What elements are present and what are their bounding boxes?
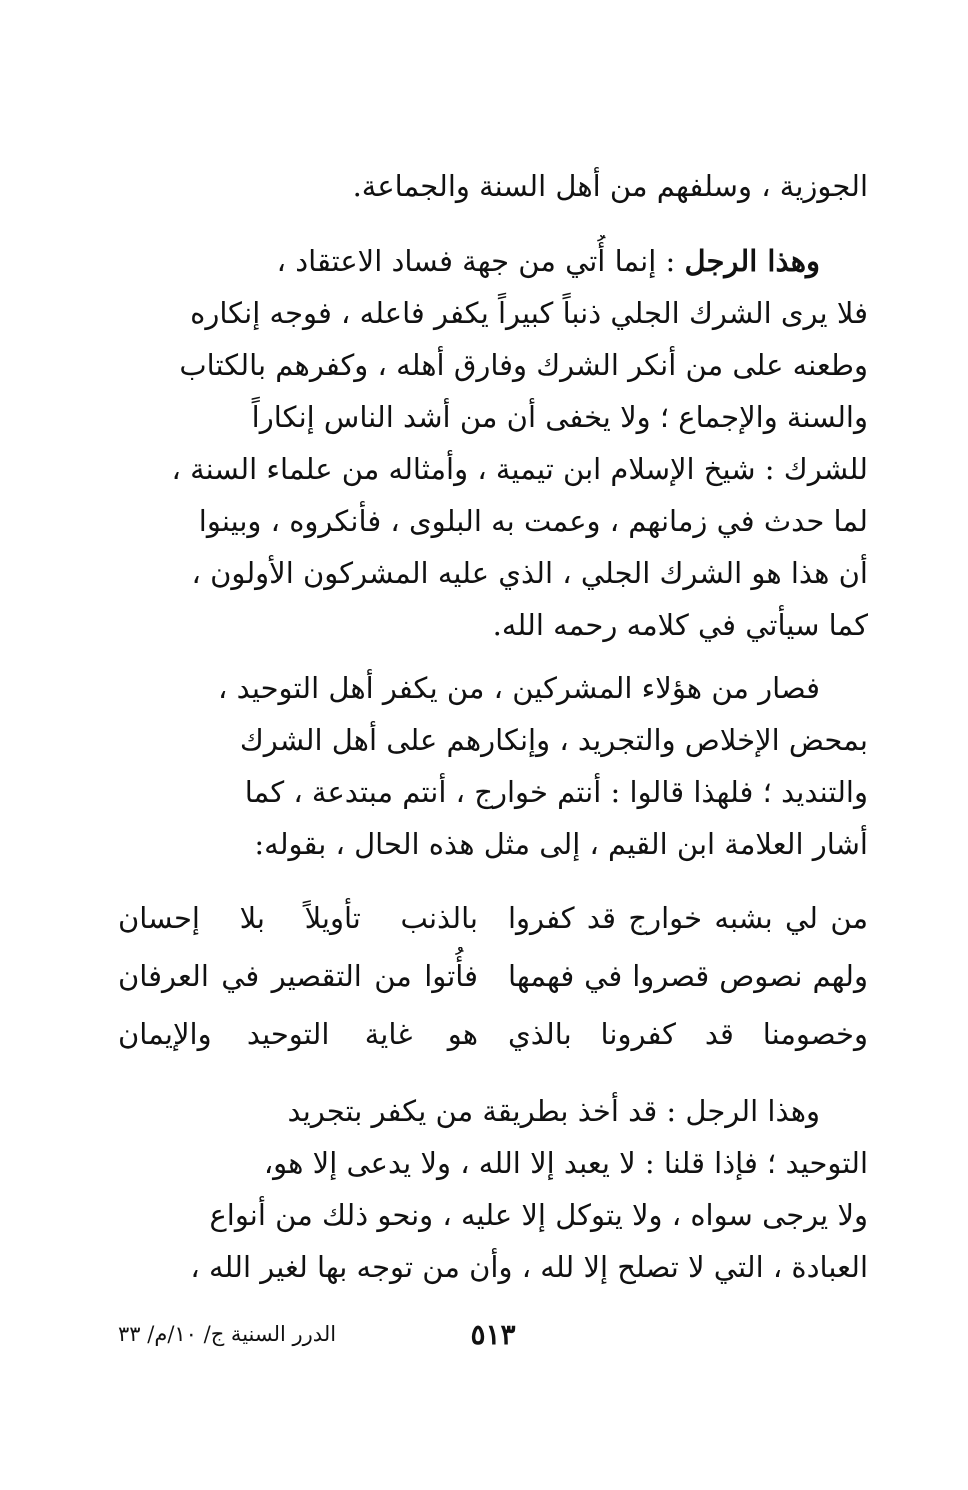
text-fragment: فصار من هؤلاء المشركين ، من يكفر أهل التوحيد ،: [218, 671, 820, 705]
text-line: فلا يرى الشرك الجلي ذنباً كبيراً يكفر فاعله ، فوجه إنكاره: [190, 296, 868, 330]
verse-second-half: بالذنب تأويلاً بلا إحسان: [118, 901, 478, 935]
paragraph-1: [118, 235, 868, 651]
continuation-line: [118, 160, 868, 212]
poem-verse: [118, 889, 868, 947]
text-line: أشار العلامة ابن القيم ، إلى مثل هذه الحال ، بقوله:: [254, 827, 868, 861]
page-footer: [118, 1318, 868, 1358]
text-line: والسنة والإجماع ؛ ولا يخفى أن من أشد الناس إنكاراً: [251, 400, 868, 434]
text-line: التوحيد ؛ فإذا قلنا : لا يعبد إلا الله ، ولا يدعى إلا هو،: [263, 1146, 868, 1180]
text-line: أن هذا هو الشرك الجلي ، الذي عليه المشركون الأولون ،: [191, 556, 868, 590]
verse-first-half: وخصومنا قد كفرونا بالذي: [508, 1017, 868, 1051]
text-line: الجوزية ، وسلفهم من أهل السنة والجماعة.: [352, 169, 868, 203]
source-reference: الدرر السنية ج/ ١٠/م/ ٣٣: [118, 1322, 337, 1346]
text-line: لما حدث في زمانهم ، وعمت به البلوى ، فأنكروه ، وبينوا: [198, 504, 868, 538]
verse-second-half: هو غاية التوحيد والإيمان: [118, 1017, 478, 1051]
poem-verse: [118, 1005, 868, 1063]
text-line: للشرك : شيخ الإسلام ابن تيمية ، وأمثاله من علماء السنة ،: [171, 452, 868, 486]
text-line: بمحض الإخلاص والتجريد ، وإنكارهم على أهل الشرك: [239, 723, 868, 757]
text-line: والتنديد ؛ فلهذا قالوا : أنتم خوارج ، أنتم مبتدعة ، كما: [244, 775, 868, 809]
text-line: [118, 1085, 868, 1137]
page-number: ٥١٣: [470, 1318, 516, 1351]
bold-lead-phrase: وهذا الرجل: [684, 244, 820, 278]
text-line: [118, 235, 868, 287]
paragraph-3: [118, 1085, 868, 1293]
text-fragment: وهذا الرجل : قد أخذ بطريقة من يكفر بتجريد: [287, 1094, 820, 1128]
text-line: كما سيأتي في كلامه رحمه الله.: [492, 608, 868, 642]
text-line: وطعنه على من أنكر الشرك وفارق أهله ، وكفرهم بالكتاب: [179, 348, 868, 382]
poem-verse: [118, 947, 868, 1005]
paragraph-2: [118, 662, 868, 870]
text-line: العبادة ، التي لا تصلح إلا لله ، وأن من توجه بها لغير الله ،: [190, 1250, 868, 1284]
verse-first-half: من لي بشبه خوارج قد كفروا: [508, 901, 868, 935]
poem-block: [118, 889, 868, 1063]
verse-second-half: فأُتوا من التقصير في العرفان: [118, 959, 478, 993]
text-line: ولا يرجى سواه ، ولا يتوكل إلا عليه ، ونحو ذلك من أنواع: [209, 1198, 868, 1232]
text-line: [118, 662, 868, 714]
verse-first-half: ولهم نصوص قصروا في فهمها: [508, 959, 868, 993]
text-fragment: : إنما أُتي من جهة فساد الاعتقاد ،: [276, 244, 676, 278]
